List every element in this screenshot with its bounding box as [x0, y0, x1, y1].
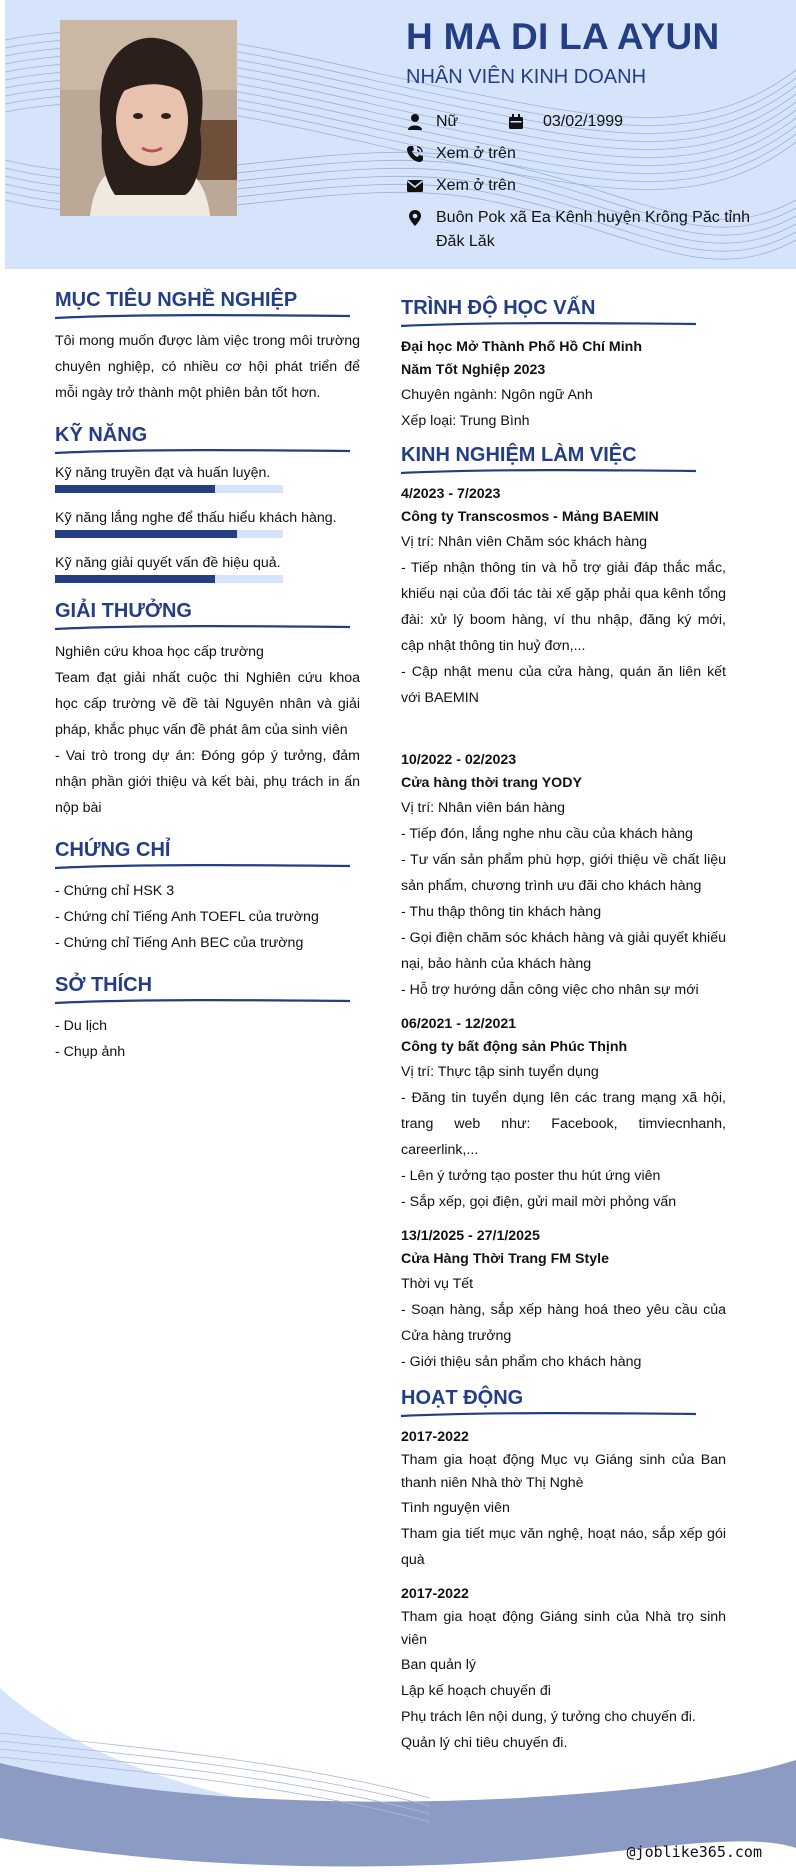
gender-row	[406, 110, 458, 134]
skills-title: KỸ NĂNG	[55, 424, 148, 446]
activities-title: HOẠT ĐỘNG	[401, 1387, 524, 1409]
job-detail: - Giới thiệu sản phẩm cho khách hàng	[401, 1354, 642, 1370]
award-line: Team đạt giải nhất cuộc thi Nghiên cứu khoa học cấp trường về đề tài Nguyên nhân và giải pháp, khắc phục vấn đề phát âm của sinh viên	[55, 670, 360, 738]
envelope-icon	[406, 177, 424, 195]
skill-bar	[55, 530, 283, 538]
job-detail: - Hỗ trợ hướng dẫn công việc cho nhân sự mới	[401, 982, 699, 998]
activity-line: Tham gia hoạt động Giáng sinh của Nhà trọ sinh viên	[401, 1609, 726, 1648]
candidate-name: H MA DI LA AYUN	[406, 16, 720, 57]
skill-item	[55, 463, 360, 493]
left-column	[55, 287, 360, 1065]
activity-line: Quản lý chi tiêu chuyến đi.	[401, 1735, 568, 1751]
calendar-icon	[507, 113, 525, 131]
job-detail: - Cập nhật menu của cửa hàng, quán ăn liên kết với BAEMIN	[401, 664, 726, 706]
gender-value: Nữ	[436, 113, 459, 130]
section-underline	[55, 864, 350, 870]
skill-bar	[55, 575, 283, 583]
certificate-item: - Chứng chỉ HSK 3	[55, 883, 175, 899]
section-underline	[401, 322, 696, 328]
person-icon	[406, 113, 424, 131]
objective-section	[55, 287, 360, 406]
job-period: 4/2023 - 7/2023	[401, 486, 501, 502]
activity-line: Tham gia tiết mục văn nghệ, hoạt náo, sắp xếp gói quà	[401, 1526, 726, 1568]
section-underline	[401, 469, 696, 475]
hobbies-section	[55, 972, 360, 1065]
activity-period: 2017-2022	[401, 1429, 469, 1445]
award-line: Nghiên cứu khoa học cấp trường	[55, 644, 264, 660]
hobbies-title: SỞ THÍCH	[55, 974, 153, 996]
education-title: TRÌNH ĐỘ HỌC VẤN	[401, 297, 596, 319]
email-row	[406, 174, 516, 198]
skills-section	[55, 422, 360, 583]
job-detail: - Soạn hàng, sắp xếp hàng hoá theo yêu cầu của Cửa hàng trưởng	[401, 1302, 726, 1344]
awards-section	[55, 598, 360, 821]
objective-text: Tôi mong muốn được làm việc trong môi trường chuyên nghiệp, có nhiều cơ hội phát triển để mỗi ngày trở thành một phiên bản tốt hơn.	[55, 333, 360, 401]
job-detail: - Sắp xếp, gọi điện, gửi mail mời phỏng vấn	[401, 1194, 677, 1210]
job-entry	[401, 483, 726, 711]
award-line: - Vai trò trong dự án: Đóng góp ý tưởng, đảm nhận phần giới thiệu và kết bài, phụ trách in ấn nộp bài	[55, 748, 360, 816]
phone-value: Xem ở trên	[436, 145, 516, 162]
profile-photo	[60, 20, 237, 216]
section-underline	[55, 314, 350, 320]
job-company: Cửa Hàng Thời Trang FM Style	[401, 1251, 609, 1267]
job-position: Vị trí: Nhân viên bán hàng	[401, 800, 566, 816]
awards-title: GIẢI THƯỞNG	[55, 600, 192, 622]
skill-bar-fill	[55, 485, 215, 493]
job-entry	[401, 1013, 726, 1215]
skill-label: Kỹ năng lắng nghe để thấu hiểu khách hàng.	[55, 510, 337, 526]
job-title: NHÂN VIÊN KINH DOANH	[406, 66, 647, 88]
activity-line: Lập kế hoạch chuyến đi	[401, 1683, 551, 1699]
education-major: Chuyên ngành: Ngôn ngữ Anh	[401, 387, 593, 403]
certificates-section	[55, 837, 360, 956]
skill-bar	[55, 485, 283, 493]
job-company: Cửa hàng thời trang YODY	[401, 775, 582, 791]
skill-item	[55, 553, 360, 583]
birthday-value: 03/02/1999	[543, 113, 624, 130]
job-detail: - Thu thập thông tin khách hàng	[401, 904, 602, 920]
experience-section	[401, 442, 726, 1375]
education-section	[401, 295, 726, 434]
job-entry	[401, 1225, 726, 1375]
header-banner	[5, 0, 796, 269]
location-pin-icon	[406, 209, 424, 227]
phone-row	[406, 142, 516, 166]
hobby-item: - Chụp ảnh	[55, 1044, 126, 1060]
education-year: Năm Tốt Nghiệp 2023	[401, 362, 546, 378]
email-value: Xem ở trên	[436, 177, 516, 194]
section-underline	[55, 625, 350, 631]
education-school: Đại học Mở Thành Phố Hồ Chí Minh	[401, 339, 643, 355]
job-period: 10/2022 - 02/2023	[401, 752, 517, 768]
job-position: Vị trí: Thực tập sinh tuyển dụng	[401, 1064, 599, 1080]
activity-entry	[401, 1426, 726, 1573]
certificates-title: CHỨNG CHỈ	[55, 839, 171, 861]
job-period: 13/1/2025 - 27/1/2025	[401, 1228, 540, 1244]
job-detail: - Tư vấn sản phẩm phù hợp, giới thiệu về chất liệu sản phẩm, chương trình ưu đãi cho khách hàng	[401, 852, 726, 894]
education-rank: Xếp loại: Trung Bình	[401, 413, 530, 429]
skill-label: Kỹ năng truyền đạt và huấn luyện.	[55, 465, 271, 481]
certificate-item: - Chứng chỉ Tiếng Anh TOEFL của trường	[55, 909, 319, 925]
section-underline	[55, 999, 350, 1005]
phone-icon	[406, 145, 424, 163]
skill-item	[55, 508, 360, 538]
hobby-item: - Du lịch	[55, 1018, 108, 1034]
address-row	[406, 206, 756, 254]
activity-line: Tham gia hoạt động Mục vụ Giáng sinh của Ban thanh niên Nhà thờ Thị Nghè	[401, 1452, 726, 1491]
job-detail: - Tiếp đón, lắng nghe nhu cầu của khách hàng	[401, 826, 693, 842]
job-position: Vị trí: Nhân viên Chăm sóc khách hàng	[401, 534, 648, 550]
job-position: Thời vụ Tết	[401, 1276, 474, 1292]
right-column	[401, 295, 726, 1756]
job-company: Công ty Transcosmos - Mảng BAEMIN	[401, 509, 659, 525]
activity-line: Phụ trách lên nội dung, ý tưởng cho chuyến đi.	[401, 1709, 696, 1725]
job-detail: - Đăng tin tuyển dụng lên các trang mạng xã hội, trang web như: Facebook, timviecnhanh, careerlink,...	[401, 1090, 726, 1158]
address-value: Buôn Pok xã Ea Kênh huyện Krông Păc tỉnh Đăk Lăk	[436, 209, 750, 250]
section-underline	[401, 1412, 696, 1418]
activity-period: 2017-2022	[401, 1586, 469, 1602]
skill-bar-fill	[55, 575, 215, 583]
objective-title: MỤC TIÊU NGHỀ NGHIỆP	[55, 289, 298, 311]
activity-line: Ban quản lý	[401, 1657, 476, 1673]
experience-title: KINH NGHIỆM LÀM VIỆC	[401, 444, 637, 466]
activity-line: Tình nguyện viên	[401, 1500, 510, 1516]
job-period: 06/2021 - 12/2021	[401, 1016, 517, 1032]
skill-label: Kỹ năng giải quyết vấn đề hiệu quả.	[55, 555, 281, 571]
skill-bar-fill	[55, 530, 237, 538]
certificate-item: - Chứng chỉ Tiếng Anh BEC của trường	[55, 935, 304, 951]
job-detail: - Gọi điện chăm sóc khách hàng và giải quyết khiếu nại, bảo hành của khách hàng	[401, 930, 726, 972]
watermark: @joblike365.com	[626, 1843, 762, 1861]
job-detail: - Tiếp nhận thông tin và hỗ trợ giải đáp thắc mắc, khiếu nại của đối tác tài xế gặp phải qua kênh tổng đài: xử lý boom hàng, ví thu nhập, đăng ký mới, cập nhật thông tin huỷ đơn,...	[401, 560, 726, 654]
job-company: Công ty bất động sản Phúc Thịnh	[401, 1039, 628, 1055]
job-entry	[401, 749, 726, 1003]
job-detail: - Lên ý tưởng tạo poster thu hút ứng viên	[401, 1168, 661, 1184]
birthday-row	[507, 110, 623, 134]
section-underline	[55, 449, 350, 455]
